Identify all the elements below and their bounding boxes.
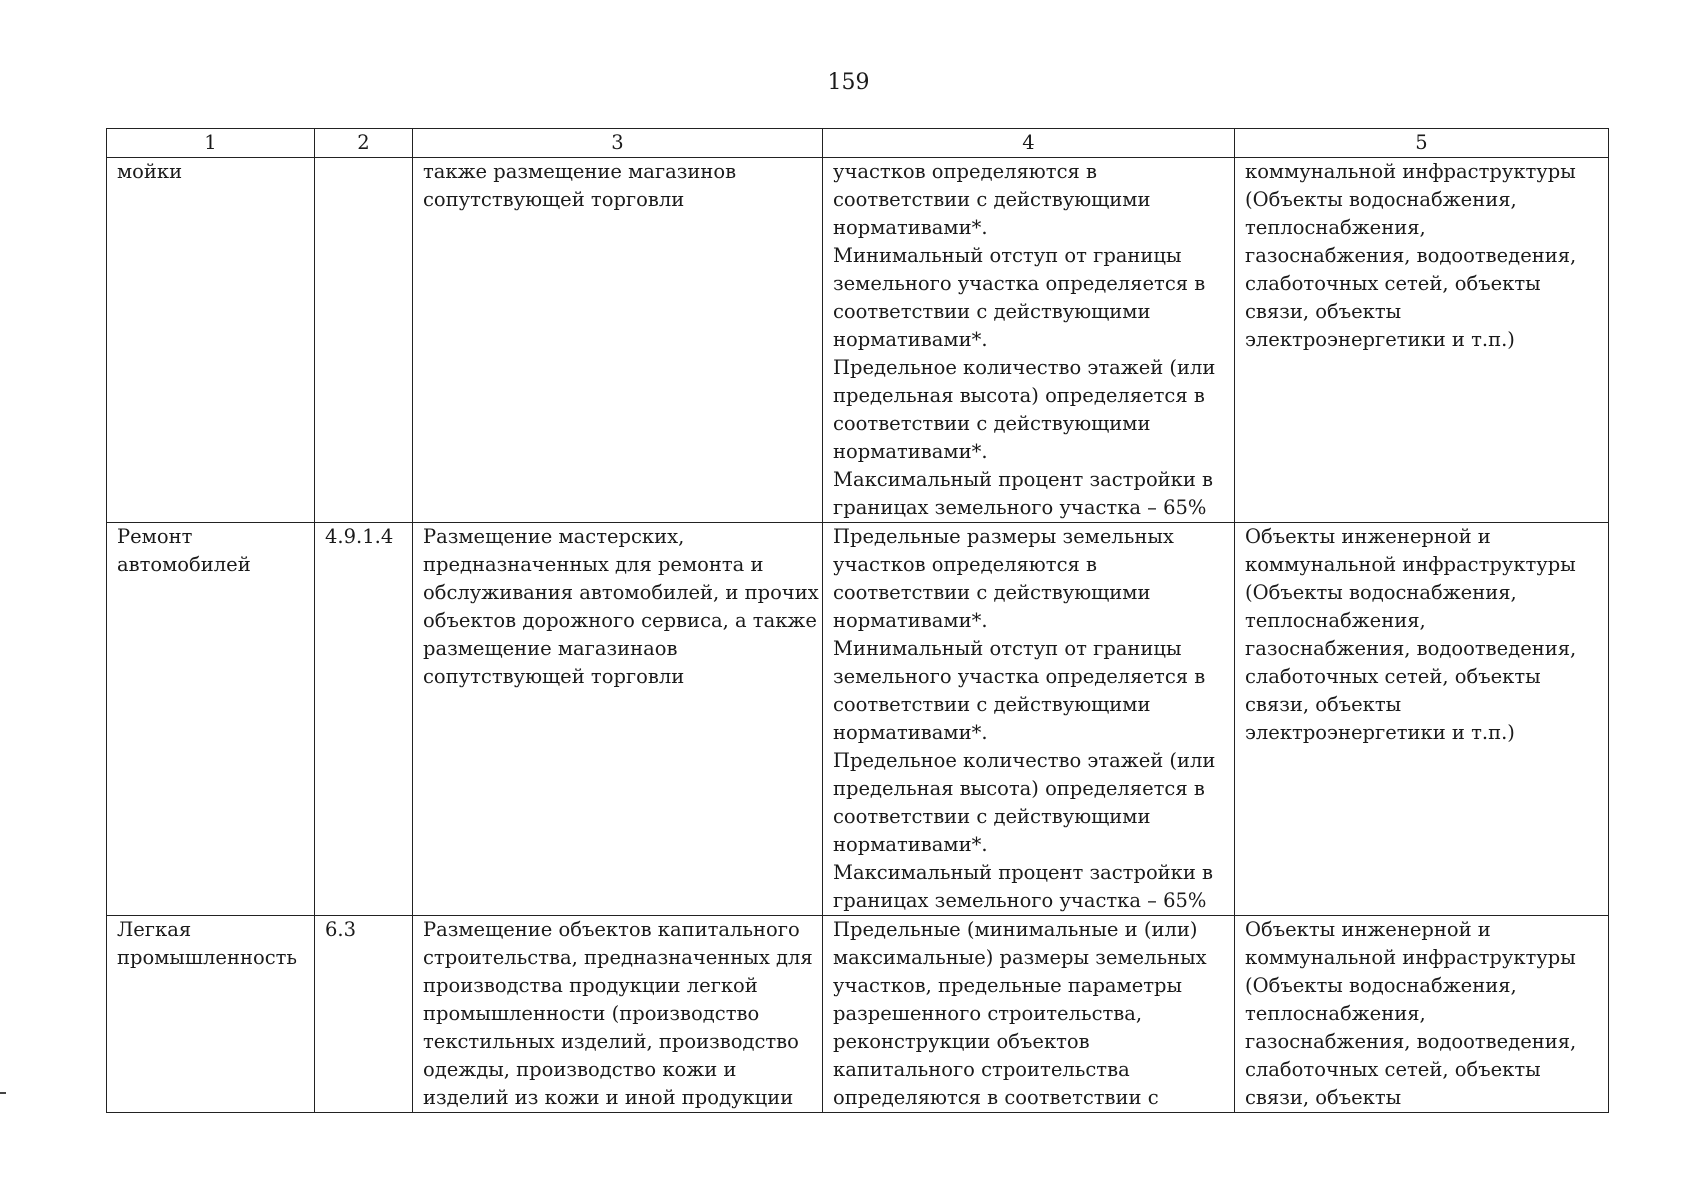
- parameters-cell: [823, 916, 1235, 1113]
- parameters-line: границах земельного участка – 65%: [833, 496, 1207, 519]
- col-header-1: 1: [107, 129, 315, 158]
- use-name-line: промышленность: [117, 946, 298, 969]
- parameters-line: нормативами*.: [833, 216, 988, 239]
- parameters-line: земельного участка определяется в: [833, 272, 1206, 295]
- description-line: сопутствующей торговли: [423, 665, 685, 688]
- parameters-line: нормативами*.: [833, 328, 988, 351]
- col-header-4: 4: [823, 129, 1235, 158]
- parameters-line: соответствии с действующими: [833, 300, 1151, 323]
- description-line: промышленности (производство: [423, 1002, 760, 1025]
- header-row: [107, 129, 1609, 158]
- regulations-table: [106, 128, 1609, 1113]
- parameters-line: реконструкции объектов: [833, 1030, 1090, 1053]
- infrastructure-line: электроэнергетики и т.п.): [1245, 721, 1515, 744]
- description-line: обслуживания автомобилей, и прочих: [423, 581, 819, 604]
- infrastructure-line: теплоснабжения,: [1245, 609, 1426, 632]
- parameters-line: Минимальный отступ от границы: [833, 244, 1182, 267]
- parameters-line: соответствии с действующими: [833, 805, 1151, 828]
- description-cell: [413, 916, 823, 1113]
- parameters-line: нормативами*.: [833, 833, 988, 856]
- infrastructure-line: теплоснабжения,: [1245, 1002, 1426, 1025]
- description-line: одежды, производство кожи и: [423, 1058, 737, 1081]
- table-row: [107, 916, 1609, 1113]
- table-row: [107, 523, 1609, 916]
- parameters-line: соответствии с действующими: [833, 581, 1151, 604]
- parameters-line: соответствии с действующими: [833, 188, 1151, 211]
- parameters-line: определяются в соответствии с: [833, 1086, 1159, 1109]
- infrastructure-line: Объекты инженерной и: [1245, 525, 1491, 548]
- use-name-line: Легкая: [117, 918, 192, 941]
- infrastructure-line: коммунальной инфраструктуры: [1245, 553, 1576, 576]
- parameters-line: границах земельного участка – 65%: [833, 889, 1207, 912]
- parameters-line: участков определяются в: [833, 160, 1097, 183]
- parameters-line: Минимальный отступ от границы: [833, 637, 1182, 660]
- infrastructure-line: электроэнергетики и т.п.): [1245, 328, 1515, 351]
- parameters-line: Максимальный процент застройки в: [833, 861, 1214, 884]
- infrastructure-line: слаботочных сетей, объекты: [1245, 272, 1541, 295]
- page-number: 159: [827, 70, 870, 95]
- parameters-line: предельная высота) определяется в: [833, 384, 1205, 407]
- scan-edge-mark: [0, 1092, 6, 1094]
- col-header-5: 5: [1235, 129, 1609, 158]
- parameters-line: разрешенного строительства,: [833, 1002, 1143, 1025]
- use-name-line: мойки: [117, 160, 183, 183]
- use-name-line: автомобилей: [117, 553, 251, 576]
- description-line: строительства, предназначенных для: [423, 946, 813, 969]
- col-header-3: 3: [413, 129, 823, 158]
- parameters-line: участков, предельные параметры: [833, 974, 1183, 997]
- infrastructure-line: слаботочных сетей, объекты: [1245, 1058, 1541, 1081]
- use-name-cell: [107, 158, 315, 523]
- parameters-line: нормативами*.: [833, 721, 988, 744]
- infrastructure-line: связи, объекты: [1245, 1086, 1402, 1109]
- infrastructure-line: связи, объекты: [1245, 693, 1402, 716]
- use-name-line: Ремонт: [117, 525, 193, 548]
- infrastructure-line: коммунальной инфраструктуры: [1245, 946, 1576, 969]
- parameters-line: Предельные (минимальные и (или): [833, 918, 1198, 941]
- infrastructure-line: газоснабжения, водоотведения,: [1245, 1030, 1577, 1053]
- description-line: размещение магазинаов: [423, 637, 678, 660]
- infrastructure-line: Объекты инженерной и: [1245, 918, 1491, 941]
- parameters-line: максимальные) размеры земельных: [833, 946, 1207, 969]
- parameters-line: Максимальный процент застройки в: [833, 468, 1214, 491]
- col-header-2: 2: [315, 129, 413, 158]
- use-code-cell: 4.9.1.4: [315, 523, 413, 916]
- description-line: Размещение мастерских,: [423, 525, 685, 548]
- description-line: предназначенных для ремонта и: [423, 553, 764, 576]
- parameters-line: нормативами*.: [833, 609, 988, 632]
- parameters-line: Предельные размеры земельных: [833, 525, 1174, 548]
- description-line: сопутствующей торговли: [423, 188, 685, 211]
- description-line: производства продукции легкой: [423, 974, 758, 997]
- infrastructure-line: газоснабжения, водоотведения,: [1245, 637, 1577, 660]
- description-line: также размещение магазинов: [423, 160, 737, 183]
- description-line: Размещение объектов капитального: [423, 918, 800, 941]
- description-line: текстильных изделий, производство: [423, 1030, 799, 1053]
- parameters-cell: [823, 158, 1235, 523]
- use-code-cell: 6.3: [315, 916, 413, 1113]
- use-name-cell: [107, 916, 315, 1113]
- infrastructure-cell: [1235, 523, 1609, 916]
- parameters-line: предельная высота) определяется в: [833, 777, 1205, 800]
- infrastructure-line: слаботочных сетей, объекты: [1245, 665, 1541, 688]
- parameters-line: земельного участка определяется в: [833, 665, 1206, 688]
- infrastructure-line: (Объекты водоснабжения,: [1245, 581, 1517, 604]
- parameters-cell: [823, 523, 1235, 916]
- description-line: изделий из кожи и иной продукции: [423, 1086, 794, 1109]
- use-name-cell: [107, 523, 315, 916]
- description-cell: [413, 523, 823, 916]
- parameters-line: соответствии с действующими: [833, 412, 1151, 435]
- infrastructure-line: коммунальной инфраструктуры: [1245, 160, 1576, 183]
- parameters-line: соответствии с действующими: [833, 693, 1151, 716]
- infrastructure-cell: [1235, 916, 1609, 1113]
- parameters-line: Предельное количество этажей (или: [833, 749, 1216, 772]
- infrastructure-cell: [1235, 158, 1609, 523]
- description-cell: [413, 158, 823, 523]
- infrastructure-line: (Объекты водоснабжения,: [1245, 974, 1517, 997]
- parameters-line: Предельное количество этажей (или: [833, 356, 1216, 379]
- infrastructure-line: теплоснабжения,: [1245, 216, 1426, 239]
- parameters-line: участков определяются в: [833, 553, 1097, 576]
- description-line: объектов дорожного сервиса, а также: [423, 609, 817, 632]
- infrastructure-line: связи, объекты: [1245, 300, 1402, 323]
- table-row: [107, 158, 1609, 523]
- parameters-line: нормативами*.: [833, 440, 988, 463]
- parameters-line: капитального строительства: [833, 1058, 1130, 1081]
- infrastructure-line: (Объекты водоснабжения,: [1245, 188, 1517, 211]
- use-code-cell: [315, 158, 413, 523]
- infrastructure-line: газоснабжения, водоотведения,: [1245, 244, 1577, 267]
